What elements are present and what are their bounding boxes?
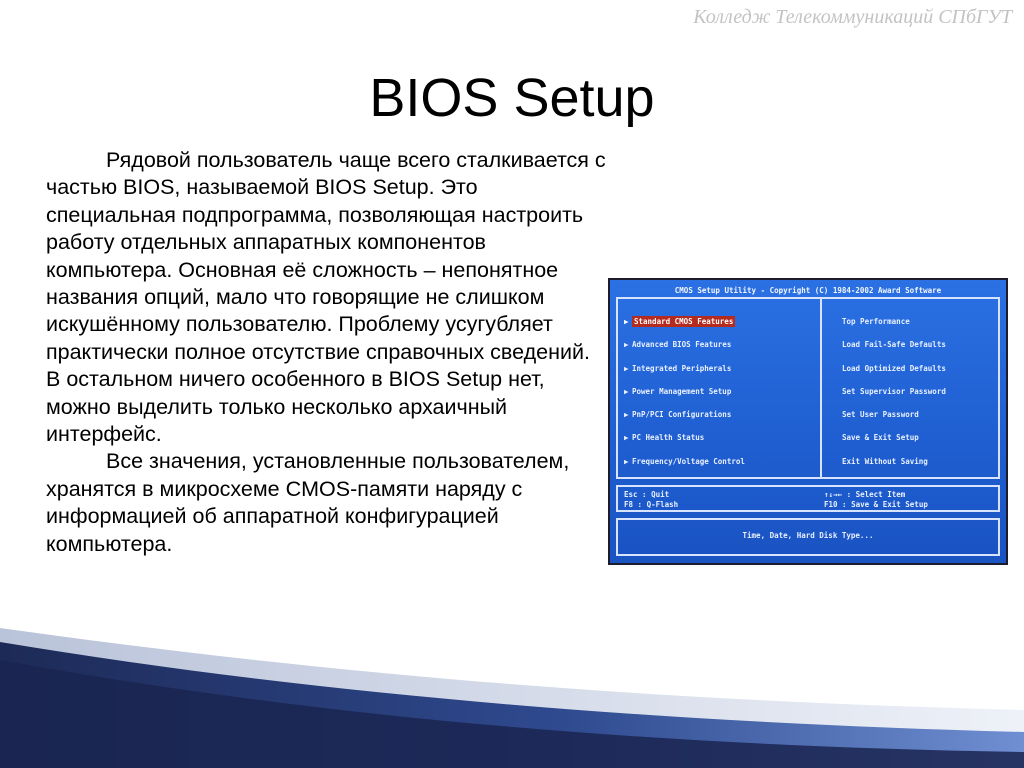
bios-key-hint: ↑↓→← : Select Item: [824, 490, 906, 499]
body-text: [46, 147, 606, 558]
bios-keys-box: [616, 485, 1000, 512]
bios-key-hint: Esc : Quit: [624, 490, 670, 499]
bios-menu-item[interactable]: Save & Exit Setup: [842, 433, 919, 443]
bios-screenshot: [608, 278, 1008, 565]
arrow-right-icon: ▶: [624, 363, 629, 373]
bios-screen: [610, 280, 1006, 563]
arrow-right-icon: ▶: [624, 340, 629, 350]
arrow-right-icon: ▶: [624, 410, 629, 420]
college-watermark: Колледж Телекоммуникаций СПбГУТ: [693, 6, 1012, 28]
slide-title: BIOS Setup: [369, 68, 655, 128]
bios-keys-right: [824, 490, 928, 510]
bios-menu-item[interactable]: ▶ PC Health Status: [624, 433, 705, 443]
paragraph-2: Все значения, установленные пользователем, хранятся в микросхеме CMOS-памяти наряду с информацией об аппаратной конфигурацией компьютера.: [46, 449, 570, 556]
bios-menu-item[interactable]: Top Performance: [842, 317, 910, 326]
arrow-right-icon: ▶: [624, 386, 629, 396]
slide-bottom-decoration: [0, 600, 1024, 768]
bios-key-hint: F10 : Save & Exit Setup: [824, 500, 928, 509]
bios-right-menu: [842, 317, 946, 480]
bios-menu-item[interactable]: ▶ Integrated Peripherals: [624, 363, 732, 373]
bios-left-menu: [624, 317, 745, 480]
arrow-right-icon: ▶: [624, 456, 629, 466]
paragraph-1: Рядовой пользователь чаще всего сталкивается с частью BIOS, называемой BIOS Setup. Это специальная подпрограмма, позволяющая настроить работу отдельных аппаратных компонентов компьютера. Основная её сложность – непонятное названия опций, мало что говорящие не слишком искушённому пользователю. Проблему усугубляет практически полное отсутствие справочных сведений. В остальном ничего особенного в BIOS Setup нет, можно выделить только несколько архаичный интерфейс.: [46, 148, 606, 447]
arrow-right-icon: ▶: [624, 317, 629, 326]
bios-header: CMOS Setup Utility - Copyright (C) 1984-2002 Award Software: [674, 286, 942, 295]
bios-menu-item[interactable]: Load Optimized Defaults: [842, 363, 946, 373]
bios-help-box: [616, 518, 1000, 556]
bios-menu-item[interactable]: Load Fail-Safe Defaults: [842, 340, 946, 350]
bios-menu-item[interactable]: ▶ Advanced BIOS Features: [624, 340, 732, 350]
bios-menu-item[interactable]: ▶ Standard CMOS Features: [624, 317, 734, 326]
bios-menu-item[interactable]: Set Supervisor Password: [842, 386, 946, 396]
bios-menu-divider: [820, 299, 822, 477]
bios-menu-item[interactable]: Set User Password: [842, 410, 919, 420]
bios-help-text: Time, Date, Hard Disk Type...: [742, 531, 874, 540]
arrow-right-icon: ▶: [624, 433, 629, 443]
bios-key-hint: F8 : Q-Flash: [624, 500, 679, 509]
bios-menu-item[interactable]: ▶ Power Management Setup: [624, 386, 732, 396]
bios-keys-left: [624, 490, 678, 510]
bios-menu-item[interactable]: ▶ Frequency/Voltage Control: [624, 456, 745, 466]
bios-menu-item[interactable]: ▶ PnP/PCI Configurations: [624, 410, 732, 420]
bios-menu-box: [616, 297, 1000, 479]
bios-menu-item[interactable]: Exit Without Saving: [842, 456, 928, 466]
